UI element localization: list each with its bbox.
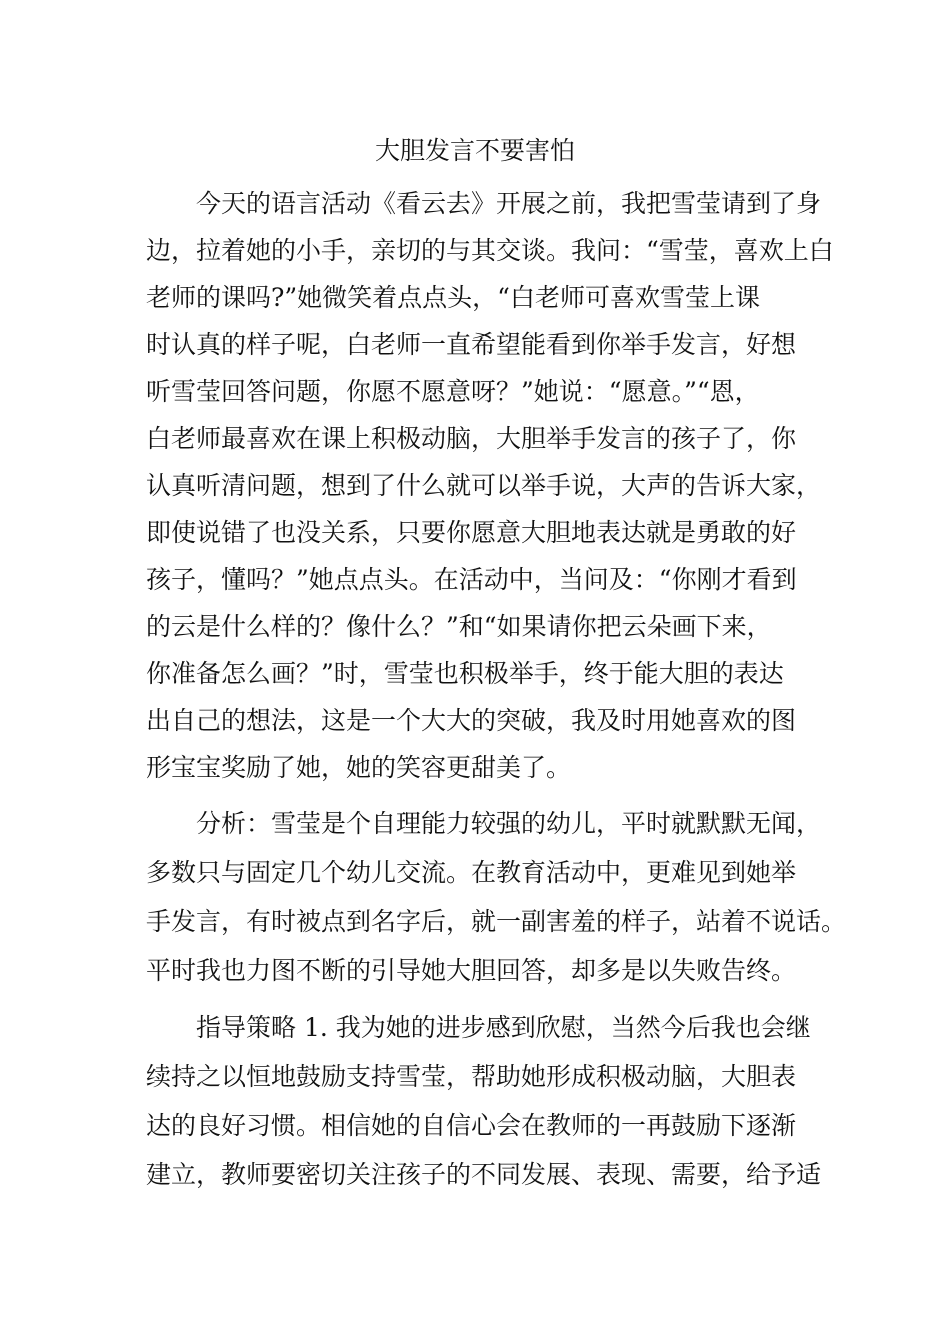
paragraph-1-line: 的云是什么样的？像什么？”和“如果请你把云朵画下来， xyxy=(146,612,772,641)
paragraph-1-line: 你准备怎么画？”时，雪莹也积极举手，终于能大胆的表达 xyxy=(146,659,784,688)
paragraph-2-line: 手发言，有时被点到名字后，就一副害羞的样子，站着不说话。 xyxy=(146,907,847,936)
paragraph-1-line: 认真听清问题，想到了什么就可以举手说，大声的告诉大家， xyxy=(146,471,822,500)
paragraph-3-line: 建立，教师要密切关注孩子的不同发展、表现、需要，给予适 xyxy=(146,1160,822,1189)
paragraph-1-line: 听雪莹回答问题，你愿不愿意呀？”她说：“愿意。”“恩， xyxy=(146,377,760,406)
paragraph-1-line: 边，拉着她的小手，亲切的与其交谈。我问：“雪莹，喜欢上白 xyxy=(146,236,834,265)
paragraph-1-line: 时认真的样子呢，白老师一直希望能看到你举手发言，好想 xyxy=(146,330,797,359)
paragraph-3-line: 指导策略 1. 我为她的进步感到欣慰，当然今后我也会继 xyxy=(196,1013,811,1042)
paragraph-3-line: 达的良好习惯。相信她的自信心会在教师的一再鼓励下逐渐 xyxy=(146,1111,797,1140)
paragraph-1-line: 出自己的想法，这是一个大大的突破，我及时用她喜欢的图 xyxy=(146,706,797,735)
paragraph-1-line: 今天的语言活动《看云去》开展之前，我把雪莹请到了身 xyxy=(196,189,822,218)
paragraph-2-line: 分析：雪莹是个自理能力较强的幼儿，平时就默默无闻， xyxy=(196,809,822,838)
paragraph-1-line: 白老师最喜欢在课上积极动脑，大胆举手发言的孩子了，你 xyxy=(146,424,797,453)
paragraph-2-line: 平时我也力图不断的引导她大胆回答，却多是以失败告终。 xyxy=(146,956,797,985)
paragraph-1-line: 孩子，懂吗？”她点点头。在活动中，当问及：“你刚才看到 xyxy=(146,565,797,594)
paragraph-1-line: 老师的课吗?”她微笑着点点头，“白老师可喜欢雪莹上课 xyxy=(146,283,760,312)
paragraph-1-line: 形宝宝奖励了她，她的笑容更甜美了。 xyxy=(146,753,572,782)
paragraph-1-line: 即使说错了也没关系，只要你愿意大胆地表达就是勇敢的好 xyxy=(146,518,797,547)
document-title: 大胆发言不要害怕 xyxy=(374,136,575,165)
paragraph-3-line: 续持之以恒地鼓励支持雪莹，帮助她形成积极动脑，大胆表 xyxy=(146,1062,797,1091)
paragraph-2-line: 多数只与固定几个幼儿交流。在教育活动中，更难见到她举 xyxy=(146,858,797,887)
